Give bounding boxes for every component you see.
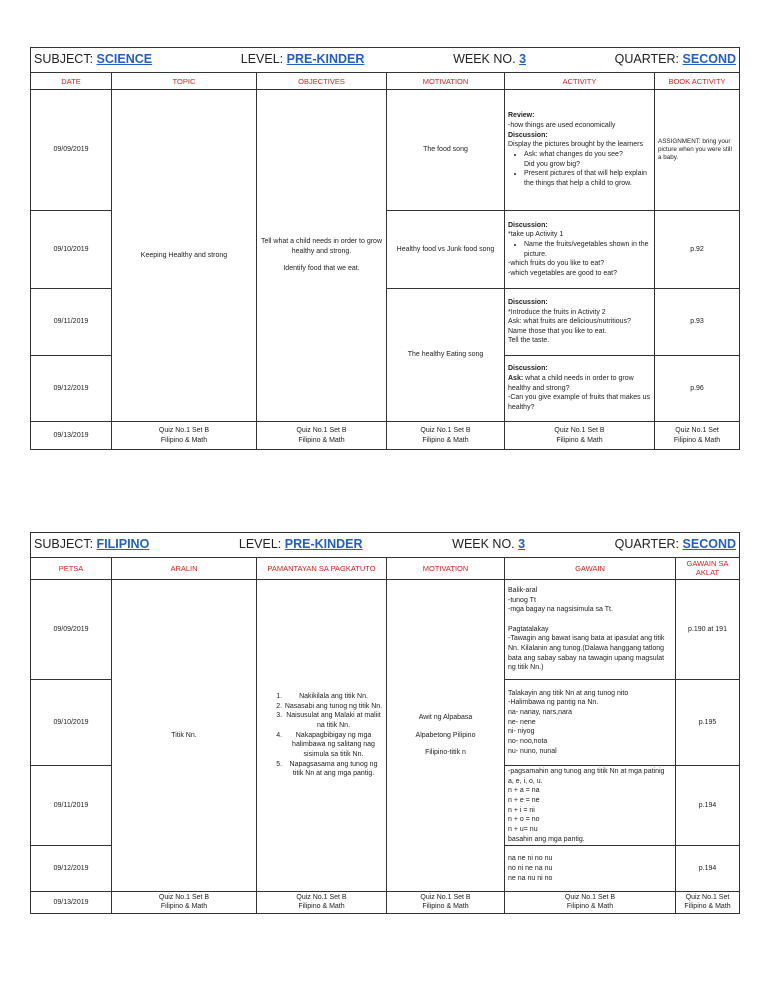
subject-value: SCIENCE [96,52,153,67]
list-item [524,150,651,169]
quiz-cell: Quiz No.1 Set B Filipino & Math [505,892,676,914]
gawain-cell: Talakayin ang titik Nn at ang tunog nito -Halimbawa ng pantig na Nn. na- nanay, nars,nara ne- nene ni- niyog no- noo,nota nu- nuno, nunal [505,680,676,766]
level-value: PRE-KINDER [286,52,365,67]
column-header-gawain-sa-aklat: GAWAIN SA AKLAT [676,558,740,580]
week-label: WEEK NO. [452,537,515,552]
date-cell: 09/13/2019 [31,892,112,914]
discussion-text: Display the pictures brought by the learners [508,141,644,149]
column-header-book-activity: BOOK ACTIVITY [655,73,740,90]
science-lesson-plan-table [30,47,740,450]
topic-cell: Keeping Healthy and strong [112,90,257,422]
pamantayan-list [260,692,383,779]
list-item: 2. Nasasabi ang tunog ng titik Nn. [284,702,383,712]
activity-cell [505,90,655,211]
aralin-cell: Titik Nn. [112,580,257,892]
quarter-field [615,51,736,68]
list-item: • Present pictures of that will help explain the things that help a child to grow. [524,169,651,188]
list-item-text: Did you grow big? [524,160,581,168]
date-cell: 09/09/2019 [31,580,112,680]
aklat-cell: p.194 [676,766,740,846]
objective-1: Tell what a child needs in order to grow healthy and strong. [260,238,382,255]
ask-label: Ask: [508,375,524,383]
activity-text: *take up Activity 1 [508,231,564,239]
filipino-lesson-plan-table [30,532,740,914]
list-item: 5. Napagsasama ang tunog ng titik Nn at ang mga pantig. [284,760,383,779]
quarter-field [615,536,736,553]
quarter-value: SECOND [682,537,737,552]
activity-text: what a child needs in order to grow healthy and strong? [508,375,634,392]
motivation-cell: The food song [387,90,505,211]
objective-2: Identify food that we eat. [283,265,360,273]
date-cell: 09/10/2019 [31,680,112,766]
quiz-cell: Quiz No.1 Set B Filipino & Math [505,422,655,450]
aklat-cell: p.190 at 191 [676,580,740,680]
book-activity-cell: ASSIGNMENT: bring your picture when you were still a baby. [655,90,740,211]
column-header-pamantayan: PAMANTAYAN SA PAGKATUTO [257,558,387,580]
book-activity-cell: p.92 [655,211,740,289]
column-header-objectives: OBJECTIVES [257,73,387,90]
subject-value: FILIPINO [96,537,150,552]
level-label: LEVEL: [238,537,282,552]
week-field [452,536,525,553]
activity-cell [505,356,655,422]
activity-cell [505,289,655,356]
date-cell: 09/11/2019 [31,766,112,846]
quiz-cell: Quiz No.1 Set B Filipino & Math [112,892,257,914]
week-value: 3 [518,537,526,552]
motivation-line: Alpabetong Pilipino [415,731,476,739]
column-header-motivation: MOTIVATION [387,558,505,580]
discussion-label: Discussion: [508,365,548,373]
quarter-label: QUARTER: [614,52,680,67]
gawain-cell: Balik-aral -tunog Tt -mga bagay na nagsisimula sa Tt. Pagtatalakay -Tawagin ang bawat isang bata at ipasulat ang titik Nn. Kilalanin ang tunog.(Dalawa hanggang tatlong bata ang sabay sabay na tawagin upang magsulat ng titik Nn.) [505,580,676,680]
quiz-cell: Quiz No.1 Set Filipino & Math [655,422,740,450]
pamantayan-cell [257,580,387,892]
subject-field [34,536,149,553]
date-cell: 09/12/2019 [31,356,112,422]
date-cell: 09/12/2019 [31,846,112,892]
motivation-line: Filipino-titik n [425,749,466,757]
list-item: 1. Nakikilala ang titik Nn. [284,692,383,702]
motivation-cell: Healthy food vs Junk food song [387,211,505,289]
book-activity-cell: p.96 [655,356,740,422]
list-item: • Name the fruits/vegetables shown in the picture. [524,240,651,259]
level-label: LEVEL: [240,52,284,67]
column-header-petsa: PETSA [31,558,112,580]
list-item-text: Ask: what changes do you see? [524,151,623,158]
discussion-label: Discussion: [508,298,548,306]
level-field [239,536,363,553]
aklat-cell: p.195 [676,680,740,766]
motivation-line: Awit ng Alpabasa [418,714,473,722]
activity-text: -which fruits do you like to eat? [508,260,605,268]
date-cell: 09/10/2019 [31,211,112,289]
activity-bullet-list [508,240,651,259]
list-item: 3. Naisusulat ang Malaki at maliit na titik Nn. [284,711,383,730]
week-value: 3 [519,52,527,67]
column-header-gawain: GAWAIN [505,558,676,580]
column-header-date: DATE [31,73,112,90]
discussion-label: Discussion: [508,221,548,229]
gawain-cell: -pagsamahin ang tunog ang titik Nn at mga patinig a, e, i, o, u. n + a = na n + e = ne n + i = ni n + o = no n + u= nu basahin ang mga pantig. [505,766,676,846]
objectives-cell [257,90,387,422]
quiz-cell: Quiz No.1 Set B Filipino & Math [257,892,387,914]
level-field [241,51,365,68]
quiz-cell: Quiz No.1 Set B Filipino & Math [387,892,505,914]
level-value: PRE-KINDER [284,537,363,552]
science-header [31,48,740,73]
list-item: 4. Nakapagbibigay ng mga halimbawa ng salitang nag sisimula sa titik Nn. [284,731,383,760]
motivation-cell: The healthy Eating song [387,289,505,422]
quiz-cell: Quiz No.1 Set B Filipino & Math [257,422,387,450]
discussion-label: Discussion: [508,131,548,139]
subject-label: SUBJECT: [34,537,94,552]
week-field [453,51,526,68]
column-header-aralin: ARALIN [112,558,257,580]
subject-label: SUBJECT: [34,52,94,67]
quarter-label: QUARTER: [614,537,680,552]
gawain-cell: na ne ni no nu no ni ne na nu ne na nu ni no [505,846,676,892]
quiz-cell: Quiz No.1 Set B Filipino & Math [112,422,257,450]
week-label: WEEK NO. [453,52,516,67]
column-header-activity: ACTIVITY [505,73,655,90]
quiz-cell: Quiz No.1 Set B Filipino & Math [387,422,505,450]
review-text: -how things are used economically [508,122,616,130]
activity-text: *Introduce the fruits in Activity 2 Ask: what fruits are delicious/nutritious? Name those that you like to eat. Tell the taste. [508,308,631,345]
activity-text: -Can you give example of fruits that makes us healthy? [508,394,651,411]
date-cell: 09/09/2019 [31,90,112,211]
motivation-cell [387,580,505,892]
column-header-topic: TOPIC [112,73,257,90]
book-activity-cell: p.93 [655,289,740,356]
quarter-value: SECOND [682,52,736,67]
activity-bullet-list [508,150,651,189]
date-cell: 09/11/2019 [31,289,112,356]
column-header-motivation: MOTIVATION [387,73,505,90]
review-label: Review: [508,112,535,120]
quiz-cell: Quiz No.1 Set Filipino & Math [676,892,740,914]
subject-field [34,51,152,68]
date-cell: 09/13/2019 [31,422,112,450]
activity-text: -which vegetables are good to eat? [508,269,617,277]
aklat-cell: p.194 [676,846,740,892]
activity-cell [505,211,655,289]
filipino-header [31,533,740,558]
